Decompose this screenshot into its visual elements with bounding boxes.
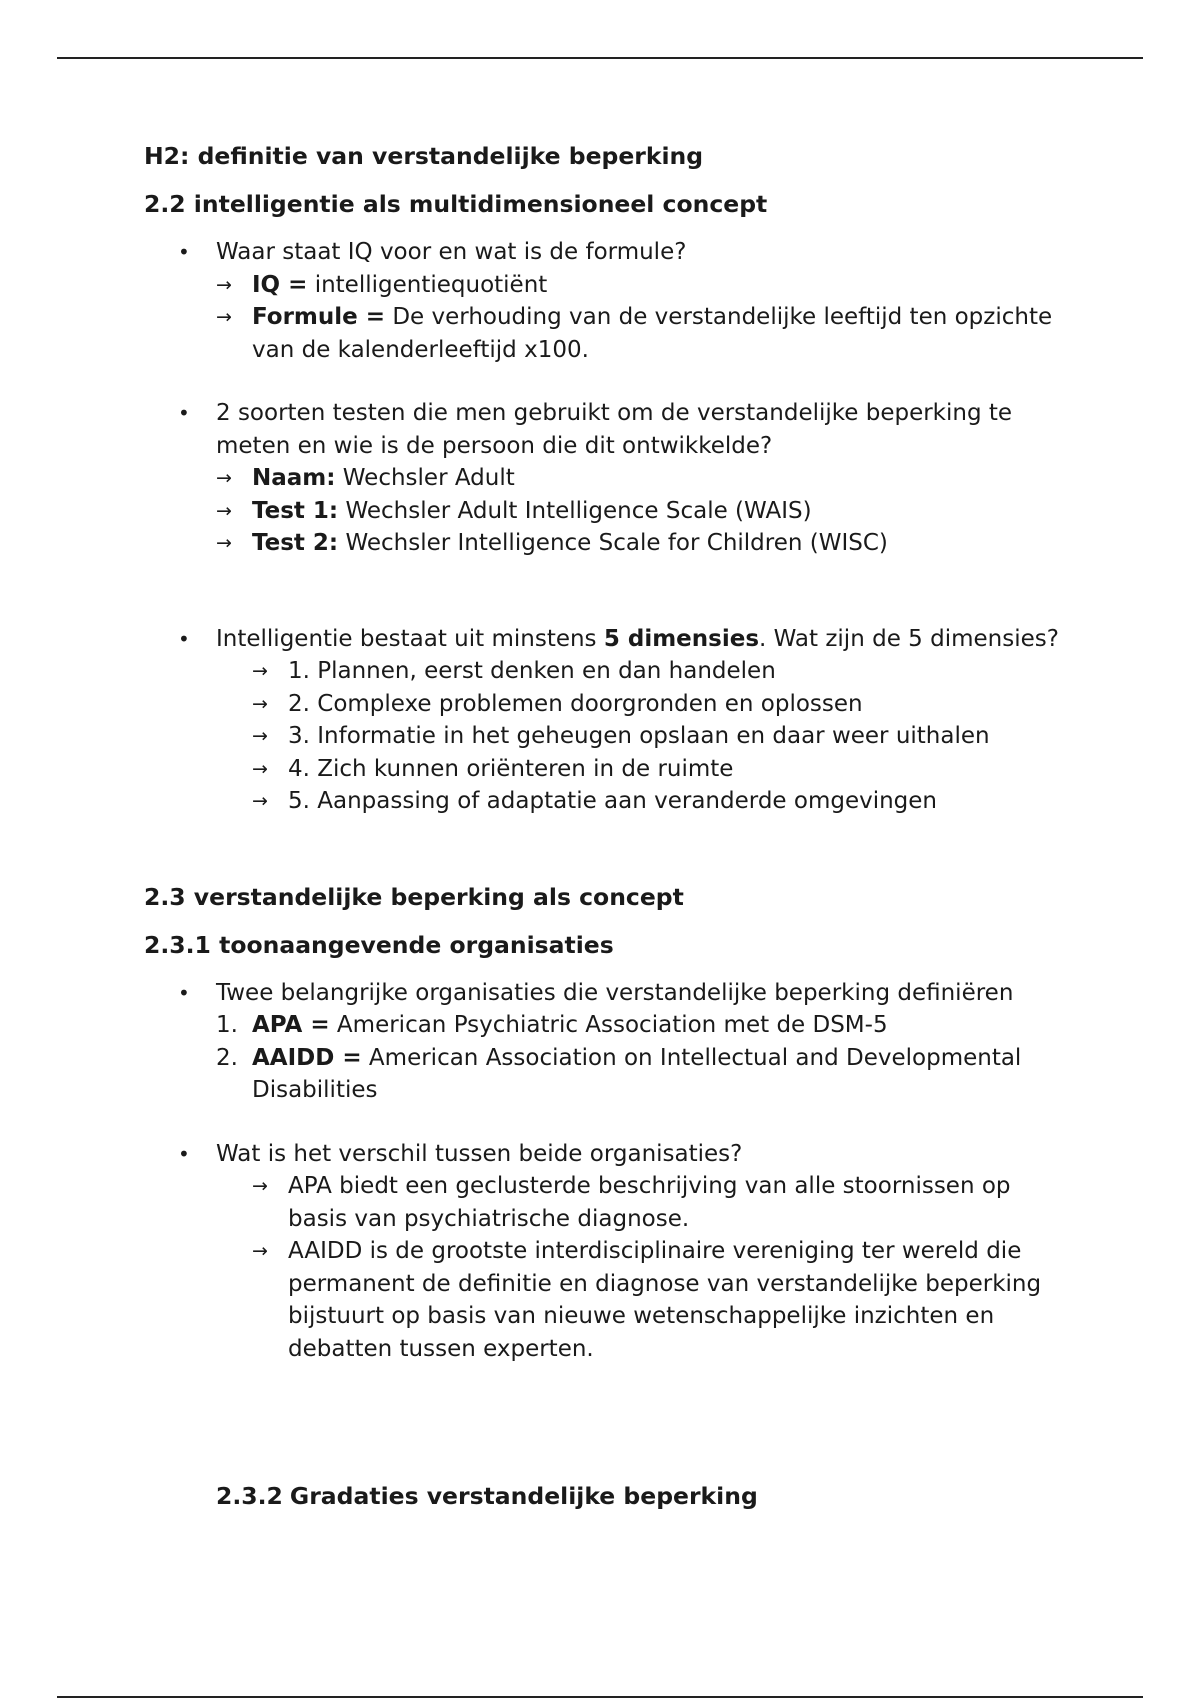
organisation-text: American Psychiatric Association met de DSM-5 xyxy=(329,1012,888,1038)
question-text: 2 soorten testen die men gebruikt om de verstandelijke beperking te meten en wie is de persoon die dit ontwikkelde? xyxy=(216,400,1013,459)
answer-label: Test 1: xyxy=(252,497,339,524)
question-text-part: Intelligentie bestaat uit minstens xyxy=(216,625,604,652)
section-heading-2-2: 2.2 intelligentie als multidimensioneel concept xyxy=(144,190,768,218)
chapter-heading: H2: definitie van verstandelijke beperking xyxy=(144,142,704,170)
difference-item xyxy=(252,1235,1074,1365)
list-item-dimensions xyxy=(144,623,1074,818)
top-rule xyxy=(57,57,1143,59)
section-heading-2-3: 2.3 verstandelijke beperking als concept xyxy=(144,882,684,911)
difference-text: APA biedt een geclusterde beschrijving van alle stoornissen op basis van psychiatrische diagnose. xyxy=(288,1173,1011,1232)
arrow-icon: → xyxy=(252,757,268,780)
question-text-part: . Wat zijn de 5 dimensies? xyxy=(759,625,1059,652)
bullet-icon: • xyxy=(178,240,190,264)
dimension-item xyxy=(252,720,1074,753)
answer-line xyxy=(216,462,1074,495)
answer-label: IQ = xyxy=(252,271,308,298)
dimension-item xyxy=(252,785,1074,818)
bullet-icon: • xyxy=(178,980,190,1005)
question-text: Waar staat IQ voor en wat is de formule? xyxy=(216,239,687,265)
arrow-icon: → xyxy=(216,532,232,554)
section-heading-2-3-1: 2.3.1 toonaangevende organisaties xyxy=(144,930,614,959)
section-heading-2-3-2 xyxy=(144,1480,1074,1512)
list-item-tests xyxy=(144,397,1074,560)
arrow-icon: → xyxy=(252,692,268,715)
dimension-text: 2. Complexe problemen doorgronden en oplossen xyxy=(288,690,863,717)
dimension-item xyxy=(252,753,1074,786)
answer-line xyxy=(216,495,1074,528)
list-item-difference xyxy=(144,1138,1074,1366)
question-text xyxy=(216,623,1074,656)
dimension-text: 3. Informatie in het geheugen opslaan en daar weer uithalen xyxy=(288,723,990,749)
question-text: Wat is het verschil tussen beide organisaties? xyxy=(216,1140,743,1167)
answer-label: Formule = xyxy=(252,304,386,330)
difference-item xyxy=(252,1170,1074,1235)
organisation-item xyxy=(216,1042,1074,1107)
answer-line xyxy=(216,269,1074,302)
dimension-text: 5. Aanpassing of adaptatie aan veranderde omgevingen xyxy=(288,788,938,814)
arrow-icon: → xyxy=(216,273,232,296)
section-title: Gradaties verstandelijke beperking xyxy=(289,1482,758,1510)
dimension-item xyxy=(252,655,1074,688)
arrow-icon: → xyxy=(252,725,268,747)
answer-text: Wechsler Adult xyxy=(335,465,515,491)
arrow-icon: → xyxy=(252,660,268,682)
answer-label: Naam: xyxy=(252,465,336,491)
document-body xyxy=(144,140,1074,1512)
organisation-text: American Association on Intellectual and Developmental Disabilities xyxy=(252,1044,1022,1103)
arrow-icon: → xyxy=(252,1175,268,1197)
bottom-rule xyxy=(57,1696,1143,1698)
answer-text: Wechsler Adult Intelligence Scale (WAIS) xyxy=(338,497,812,524)
arrow-icon: → xyxy=(252,790,268,812)
arrow-icon: → xyxy=(216,467,232,489)
answer-text: intelligentiequotiënt xyxy=(307,271,548,298)
difference-text: AAIDD is de grootste interdisciplinaire vereniging ter wereld die permanent de definitie en diagnose van verstandelijke beperking bijstuurt op basis van nieuwe wetenschappelijke inzichten en debatten tussen experten. xyxy=(288,1238,1042,1362)
question-emphasis: 5 dimensies xyxy=(603,625,760,652)
item-number: 1. xyxy=(216,1012,238,1038)
question-text: Twee belangrijke organisaties die verstandelijke beperking definiëren xyxy=(216,979,1014,1006)
section-number: 2.3.2 xyxy=(216,1482,283,1510)
answer-text: De verhouding van de verstandelijke leeftijd ten opzichte van de kalenderleeftijd x100. xyxy=(252,304,1053,363)
arrow-icon: → xyxy=(252,1240,268,1262)
bullet-icon: • xyxy=(178,401,190,425)
dimension-item xyxy=(252,688,1074,721)
arrow-icon: → xyxy=(216,306,232,328)
dimension-text: 1. Plannen, eerst denken en dan handelen xyxy=(288,658,776,684)
answer-label: Test 2: xyxy=(252,530,339,556)
answer-line xyxy=(216,527,1074,560)
answer-text: Wechsler Intelligence Scale for Children (WISC) xyxy=(338,530,888,556)
organisation-item xyxy=(216,1009,1074,1042)
bullet-icon: • xyxy=(178,1141,190,1166)
list-item-iq xyxy=(144,236,1074,366)
dimension-text: 4. Zich kunnen oriënteren in de ruimte xyxy=(288,755,734,782)
organisation-label: AAIDD = xyxy=(252,1044,362,1071)
answer-line xyxy=(216,301,1074,366)
bullet-icon: • xyxy=(178,626,190,651)
arrow-icon: → xyxy=(216,499,232,522)
list-item-organisations xyxy=(144,977,1074,1107)
item-number: 2. xyxy=(216,1044,238,1071)
organisation-label: APA = xyxy=(252,1012,330,1038)
